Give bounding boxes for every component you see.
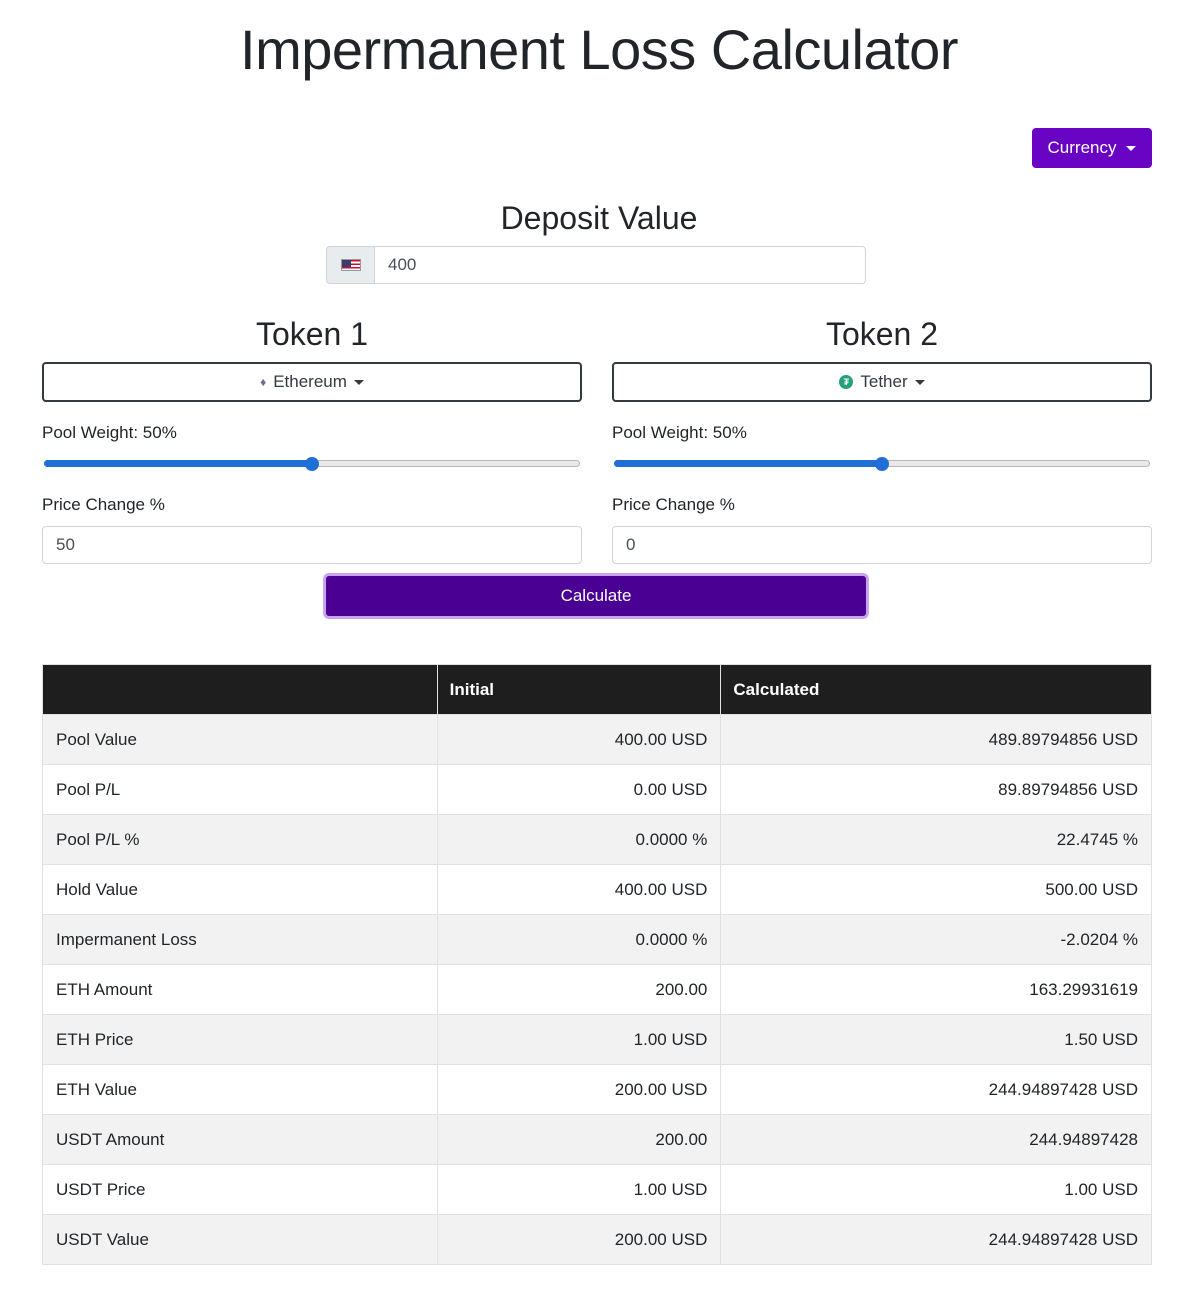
calculated-value: 500.00 USD: [721, 865, 1152, 915]
calculated-value: 1.00 USD: [721, 1165, 1152, 1215]
initial-value: 400.00 USD: [437, 715, 721, 765]
currency-dropdown-button[interactable]: [1032, 128, 1152, 168]
slider-thumb[interactable]: [305, 457, 319, 471]
column-header-calculated: Calculated: [721, 665, 1152, 715]
token-1-weight-slider[interactable]: [42, 456, 582, 472]
token-2-name: Tether: [860, 372, 908, 391]
currency-addon: [326, 246, 374, 284]
table-row: [43, 965, 1152, 1015]
us-flag-icon: [341, 259, 361, 271]
initial-value: 200.00: [437, 1115, 721, 1165]
calculate-button[interactable]: Calculate: [323, 573, 869, 619]
row-label: Impermanent Loss: [43, 915, 438, 965]
calculated-value: 89.89794856 USD: [721, 765, 1152, 815]
caret-down-icon: [1126, 146, 1136, 151]
table-row: [43, 815, 1152, 865]
table-row: [43, 915, 1152, 965]
table-row: [43, 715, 1152, 765]
calculated-value: 244.94897428 USD: [721, 1065, 1152, 1115]
calculated-value: 244.94897428: [721, 1115, 1152, 1165]
token-2-price-label: Price Change %: [612, 495, 735, 514]
initial-value: 0.0000 %: [437, 915, 721, 965]
deposit-value-input[interactable]: [374, 246, 866, 284]
ethereum-icon: ♦: [260, 375, 267, 389]
initial-value: 1.00 USD: [437, 1165, 721, 1215]
calculated-value: 489.89794856 USD: [721, 715, 1152, 765]
token-2-heading: Token 2: [825, 316, 939, 352]
row-label: ETH Price: [43, 1015, 438, 1065]
tether-icon: ₮: [839, 375, 853, 389]
calculated-value: 22.4745 %: [721, 815, 1152, 865]
table-row: [43, 1115, 1152, 1165]
page-title: Impermanent Loss Calculator: [240, 18, 958, 81]
table-row: [43, 1215, 1152, 1265]
slider-fill: [44, 460, 312, 467]
table-row: [43, 1015, 1152, 1065]
token-1-name: Ethereum: [273, 372, 347, 391]
token-1-weight-label: Pool Weight: 50%: [42, 423, 177, 442]
row-label: Pool P/L: [43, 765, 438, 815]
slider-fill: [614, 460, 882, 467]
row-label: Hold Value: [43, 865, 438, 915]
token-1-price-change-input[interactable]: [42, 526, 582, 564]
table-row: [43, 765, 1152, 815]
calculated-value: -2.0204 %: [721, 915, 1152, 965]
token-2-weight-slider[interactable]: [612, 456, 1152, 472]
column-header: [43, 665, 438, 715]
token-1-select[interactable]: [42, 362, 582, 402]
initial-value: 0.0000 %: [437, 815, 721, 865]
token-2-select[interactable]: [612, 362, 1152, 402]
row-label: Pool P/L %: [43, 815, 438, 865]
chevron-down-icon: [915, 380, 925, 385]
initial-value: 200.00 USD: [437, 1215, 721, 1265]
calculated-value: 1.50 USD: [721, 1015, 1152, 1065]
initial-value: 200.00: [437, 965, 721, 1015]
initial-value: 1.00 USD: [437, 1015, 721, 1065]
row-label: USDT Value: [43, 1215, 438, 1265]
column-header-initial: Initial: [437, 665, 721, 715]
row-label: ETH Value: [43, 1065, 438, 1115]
calculated-value: 244.94897428 USD: [721, 1215, 1152, 1265]
token-1-price-label: Price Change %: [42, 495, 165, 514]
calculated-value: 163.29931619: [721, 965, 1152, 1015]
chevron-down-icon: [354, 380, 364, 385]
results-table: [42, 664, 1152, 1265]
row-label: Pool Value: [43, 715, 438, 765]
deposit-heading: Deposit Value: [500, 200, 698, 236]
row-label: USDT Amount: [43, 1115, 438, 1165]
deposit-input-group: [326, 246, 866, 284]
initial-value: 0.00 USD: [437, 765, 721, 815]
token-2-price-change-input[interactable]: [612, 526, 1152, 564]
row-label: ETH Amount: [43, 965, 438, 1015]
currency-button-label: Currency: [1047, 138, 1117, 157]
row-label: USDT Price: [43, 1165, 438, 1215]
token-2-weight-label: Pool Weight: 50%: [612, 423, 747, 442]
table-row: [43, 1065, 1152, 1115]
token-1-panel: [42, 312, 582, 564]
table-header-row: [43, 665, 1152, 715]
token-1-heading: Token 1: [255, 316, 369, 352]
initial-value: 200.00 USD: [437, 1065, 721, 1115]
initial-value: 400.00 USD: [437, 865, 721, 915]
token-2-panel: [612, 312, 1152, 564]
table-row: [43, 865, 1152, 915]
slider-thumb[interactable]: [875, 457, 889, 471]
table-row: [43, 1165, 1152, 1215]
